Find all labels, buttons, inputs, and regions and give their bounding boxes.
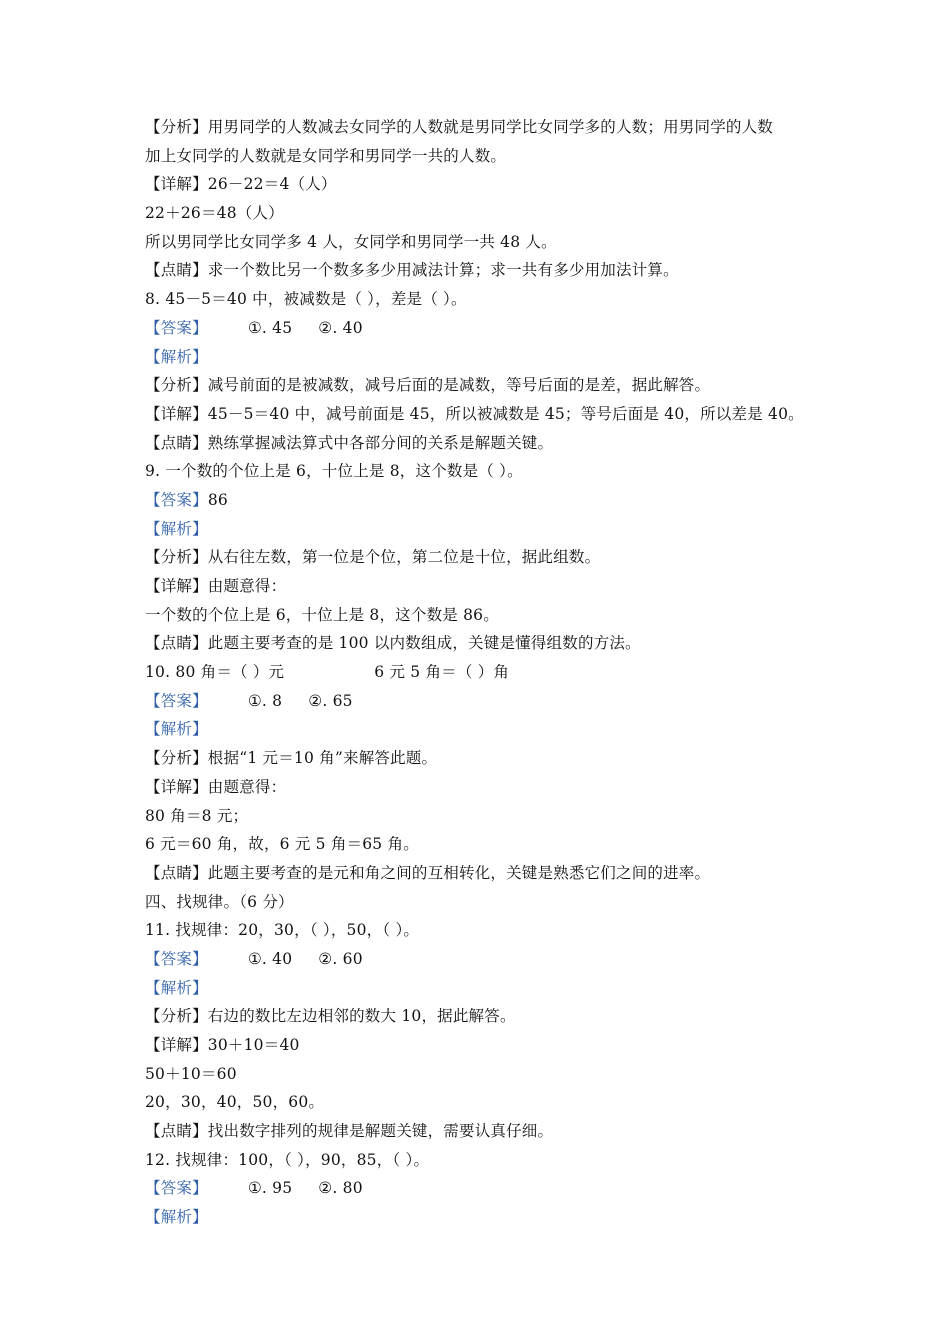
analysis-tag-line: [145, 974, 825, 1003]
text-line: 【详解】30＋10＝40: [145, 1036, 300, 1054]
text-line: 50＋10＝60: [145, 1064, 237, 1083]
analysis-tag: 【解析】: [145, 1208, 208, 1227]
text-line: 【点睛】此题主要考查的是元和角之间的互相转化，关键是熟悉它们之间的进率。: [145, 863, 711, 882]
answer-value: ①. 8: [247, 691, 283, 710]
text-line: 【点睛】熟练掌握减法算式中各部分间的关系是解题关键。: [145, 433, 554, 452]
answer-tag: 【答案】: [145, 490, 208, 509]
answer-tag: 【答案】: [145, 949, 208, 968]
answer-tag: 【答案】: [145, 1179, 208, 1198]
question-part: 6 元 5 角＝（ ）角: [374, 663, 510, 682]
analysis-tag-line: [145, 715, 825, 744]
analysis-tag: 【解析】: [145, 519, 208, 538]
text-line: 8. 45－5＝40 中，被减数是（ ），差是（ ）。: [145, 290, 467, 309]
text-line: 【详解】由题意得：: [145, 577, 287, 595]
answer-value: ①. 40: [247, 949, 293, 968]
answer-line: [145, 945, 825, 974]
text-line: 所以男同学比女同学多 4 人，女同学和男同学一共 48 人。: [145, 232, 557, 251]
text-line: 【分析】从右往左数，第一位是个位，第二位是十位，据此组数。: [145, 548, 601, 567]
text-line: 【点睛】求一个数比另一个数多多少用减法计算；求一共有多少用加法计算。: [145, 261, 679, 280]
text-line: 【详解】由题意得：: [145, 777, 287, 796]
text-line: 【分析】用男同学的人数减去女同学的人数就是男同学比女同学多的人数；用男同学的人数: [145, 118, 774, 136]
answer-value: ②. 60: [318, 949, 363, 968]
text-line: 20，30，40，50，60。: [145, 1093, 325, 1112]
analysis-tag: 【解析】: [145, 347, 208, 366]
text-line: 【详解】45－5＝40 中，减号前面是 45，所以被减数是 45；等号后面是 40，所以差是 40。: [145, 404, 804, 423]
answer-value: 86: [207, 490, 228, 509]
analysis-tag-line: [145, 343, 825, 372]
text-line: 加上女同学的人数就是女同学和男同学一共的人数。: [145, 146, 507, 165]
answer-tag: 【答案】: [145, 318, 208, 337]
answer-value: ②. 40: [318, 318, 363, 337]
answer-line: [145, 486, 825, 515]
text-line: 【分析】根据“1 元＝10 角”来解答此题。: [145, 749, 438, 768]
text-line: 9. 一个数的个位上是 6，十位上是 8，这个数是（ ）。: [145, 462, 523, 481]
text-line: 【点睛】此题主要考查的是 100 以内数组成，关键是懂得组数的方法。: [145, 634, 641, 653]
analysis-tag: 【解析】: [145, 978, 208, 997]
answer-value: ①. 95: [247, 1179, 293, 1198]
answer-value: ②. 65: [308, 691, 353, 710]
answer-tag: 【答案】: [145, 691, 208, 710]
text-line: 【详解】26－22＝4（人）: [145, 175, 337, 194]
answer-value: ②. 80: [318, 1179, 363, 1198]
text-line: 6 元＝60 角，故，6 元 5 角＝65 角。: [145, 835, 419, 854]
text-line: 四、找规律。（6 分）: [145, 892, 294, 911]
answer-line: [145, 687, 825, 716]
answer-value: ①. 45: [247, 318, 293, 337]
question-line: [145, 658, 825, 687]
text-line: 80 角＝8 元；: [145, 806, 249, 825]
text-line: 11. 找规律：20，30，（ ），50，（ ）。: [145, 921, 420, 940]
analysis-tag-line: [145, 515, 825, 544]
text-line: 【点睛】找出数字排列的规律是解题关键，需要认真仔细。: [145, 1122, 554, 1141]
answer-line: [145, 1174, 825, 1203]
text-line: 【分析】减号前面的是被减数，减号后面的是减数，等号后面的是差，据此解答。: [145, 376, 711, 395]
text-line: 【分析】右边的数比左边相邻的数大 10，据此解答。: [145, 1007, 516, 1026]
document-content: [145, 113, 825, 1232]
text-line: 一个数的个位上是 6，十位上是 8，这个数是 86。: [145, 605, 499, 624]
text-line: 22＋26＝48（人）: [145, 204, 284, 223]
text-line: 12. 找规律：100，（ ），90，85，（ ）。: [145, 1150, 430, 1169]
question-part: 10. 80 角＝（ ）元: [145, 663, 285, 682]
analysis-tag: 【解析】: [145, 720, 208, 739]
answer-line: [145, 314, 825, 343]
analysis-tag-line: [145, 1203, 825, 1232]
